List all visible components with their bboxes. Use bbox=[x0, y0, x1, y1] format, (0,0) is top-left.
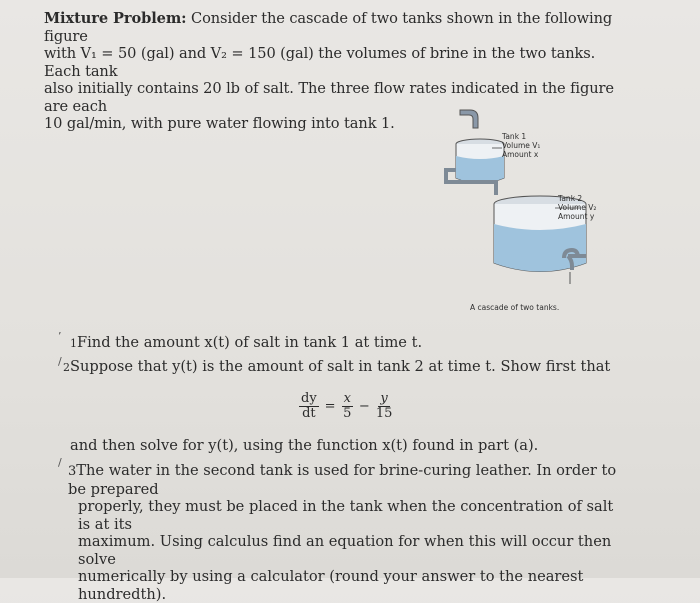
question-2 bbox=[63, 358, 610, 377]
intro-line-3: also initially contains 20 lb of salt. The three flow rates indicated in the figure are each bbox=[44, 80, 614, 115]
dy-dt-fraction: $\frac{dy}{dt}$ bbox=[301, 391, 317, 421]
tank1-water bbox=[456, 156, 504, 183]
intro-line-2: with V₁ = 50 (gal) and V₂ = 150 (gal) the volumes of brine in the two tanks. Each tank bbox=[44, 45, 596, 80]
tank1-label: Tank 1 Volume V₁ Amount x bbox=[502, 132, 541, 159]
y-over-15-fraction: $\frac{y}{15}$ bbox=[375, 391, 393, 421]
figure-caption: A cascade of two tanks. bbox=[470, 303, 560, 312]
intro-line-1: Mixture Problem: Consider the cascade of two tanks shown in the following figure bbox=[44, 10, 613, 45]
x-over-5-fraction: $\frac{x}{5}$ bbox=[343, 391, 352, 421]
intro-line-4: 10 gal/min, with pure water flowing into tank 1. bbox=[44, 115, 395, 132]
q2-check-mark: / bbox=[58, 355, 62, 368]
q2-text: Suppose that y(t) is the amount of salt in tank 2 at time t. Show first that bbox=[70, 358, 611, 375]
q3-number: 3 bbox=[68, 464, 77, 479]
q1-text: Find the amount x(t) of salt in tank 1 at time t. bbox=[77, 334, 423, 351]
tank2-label: Tank 2 Volume V₂ Amount y bbox=[558, 194, 597, 221]
tank-cascade-figure bbox=[440, 100, 640, 320]
intro-heading: Mixture Problem: bbox=[44, 10, 187, 27]
q2-number: 2 bbox=[63, 361, 70, 374]
differential-equation: $\frac{dy}{dt}$ = $\frac{x}{5}$ − $\frac{y}{15}$ bbox=[301, 391, 393, 421]
q3-check-mark: / bbox=[58, 456, 62, 469]
question-1 bbox=[70, 334, 422, 353]
q1-number: 1 bbox=[70, 337, 77, 350]
question-2-continued: and then solve for y(t), using the function x(t) found in part (a). bbox=[70, 437, 539, 454]
inflow-faucet-icon bbox=[460, 110, 478, 128]
question-3: 3The water in the second tank is used for brine-curing leather. In order to be prepared properly, they must be placed in the tank when the concentration of salt is at its maximum. Using calculus find an equation for when this will occur then solve numerically by using a calculator (round your answer to the nearest hundredth). bbox=[68, 462, 617, 603]
q1-check-mark: ’ bbox=[58, 330, 62, 343]
